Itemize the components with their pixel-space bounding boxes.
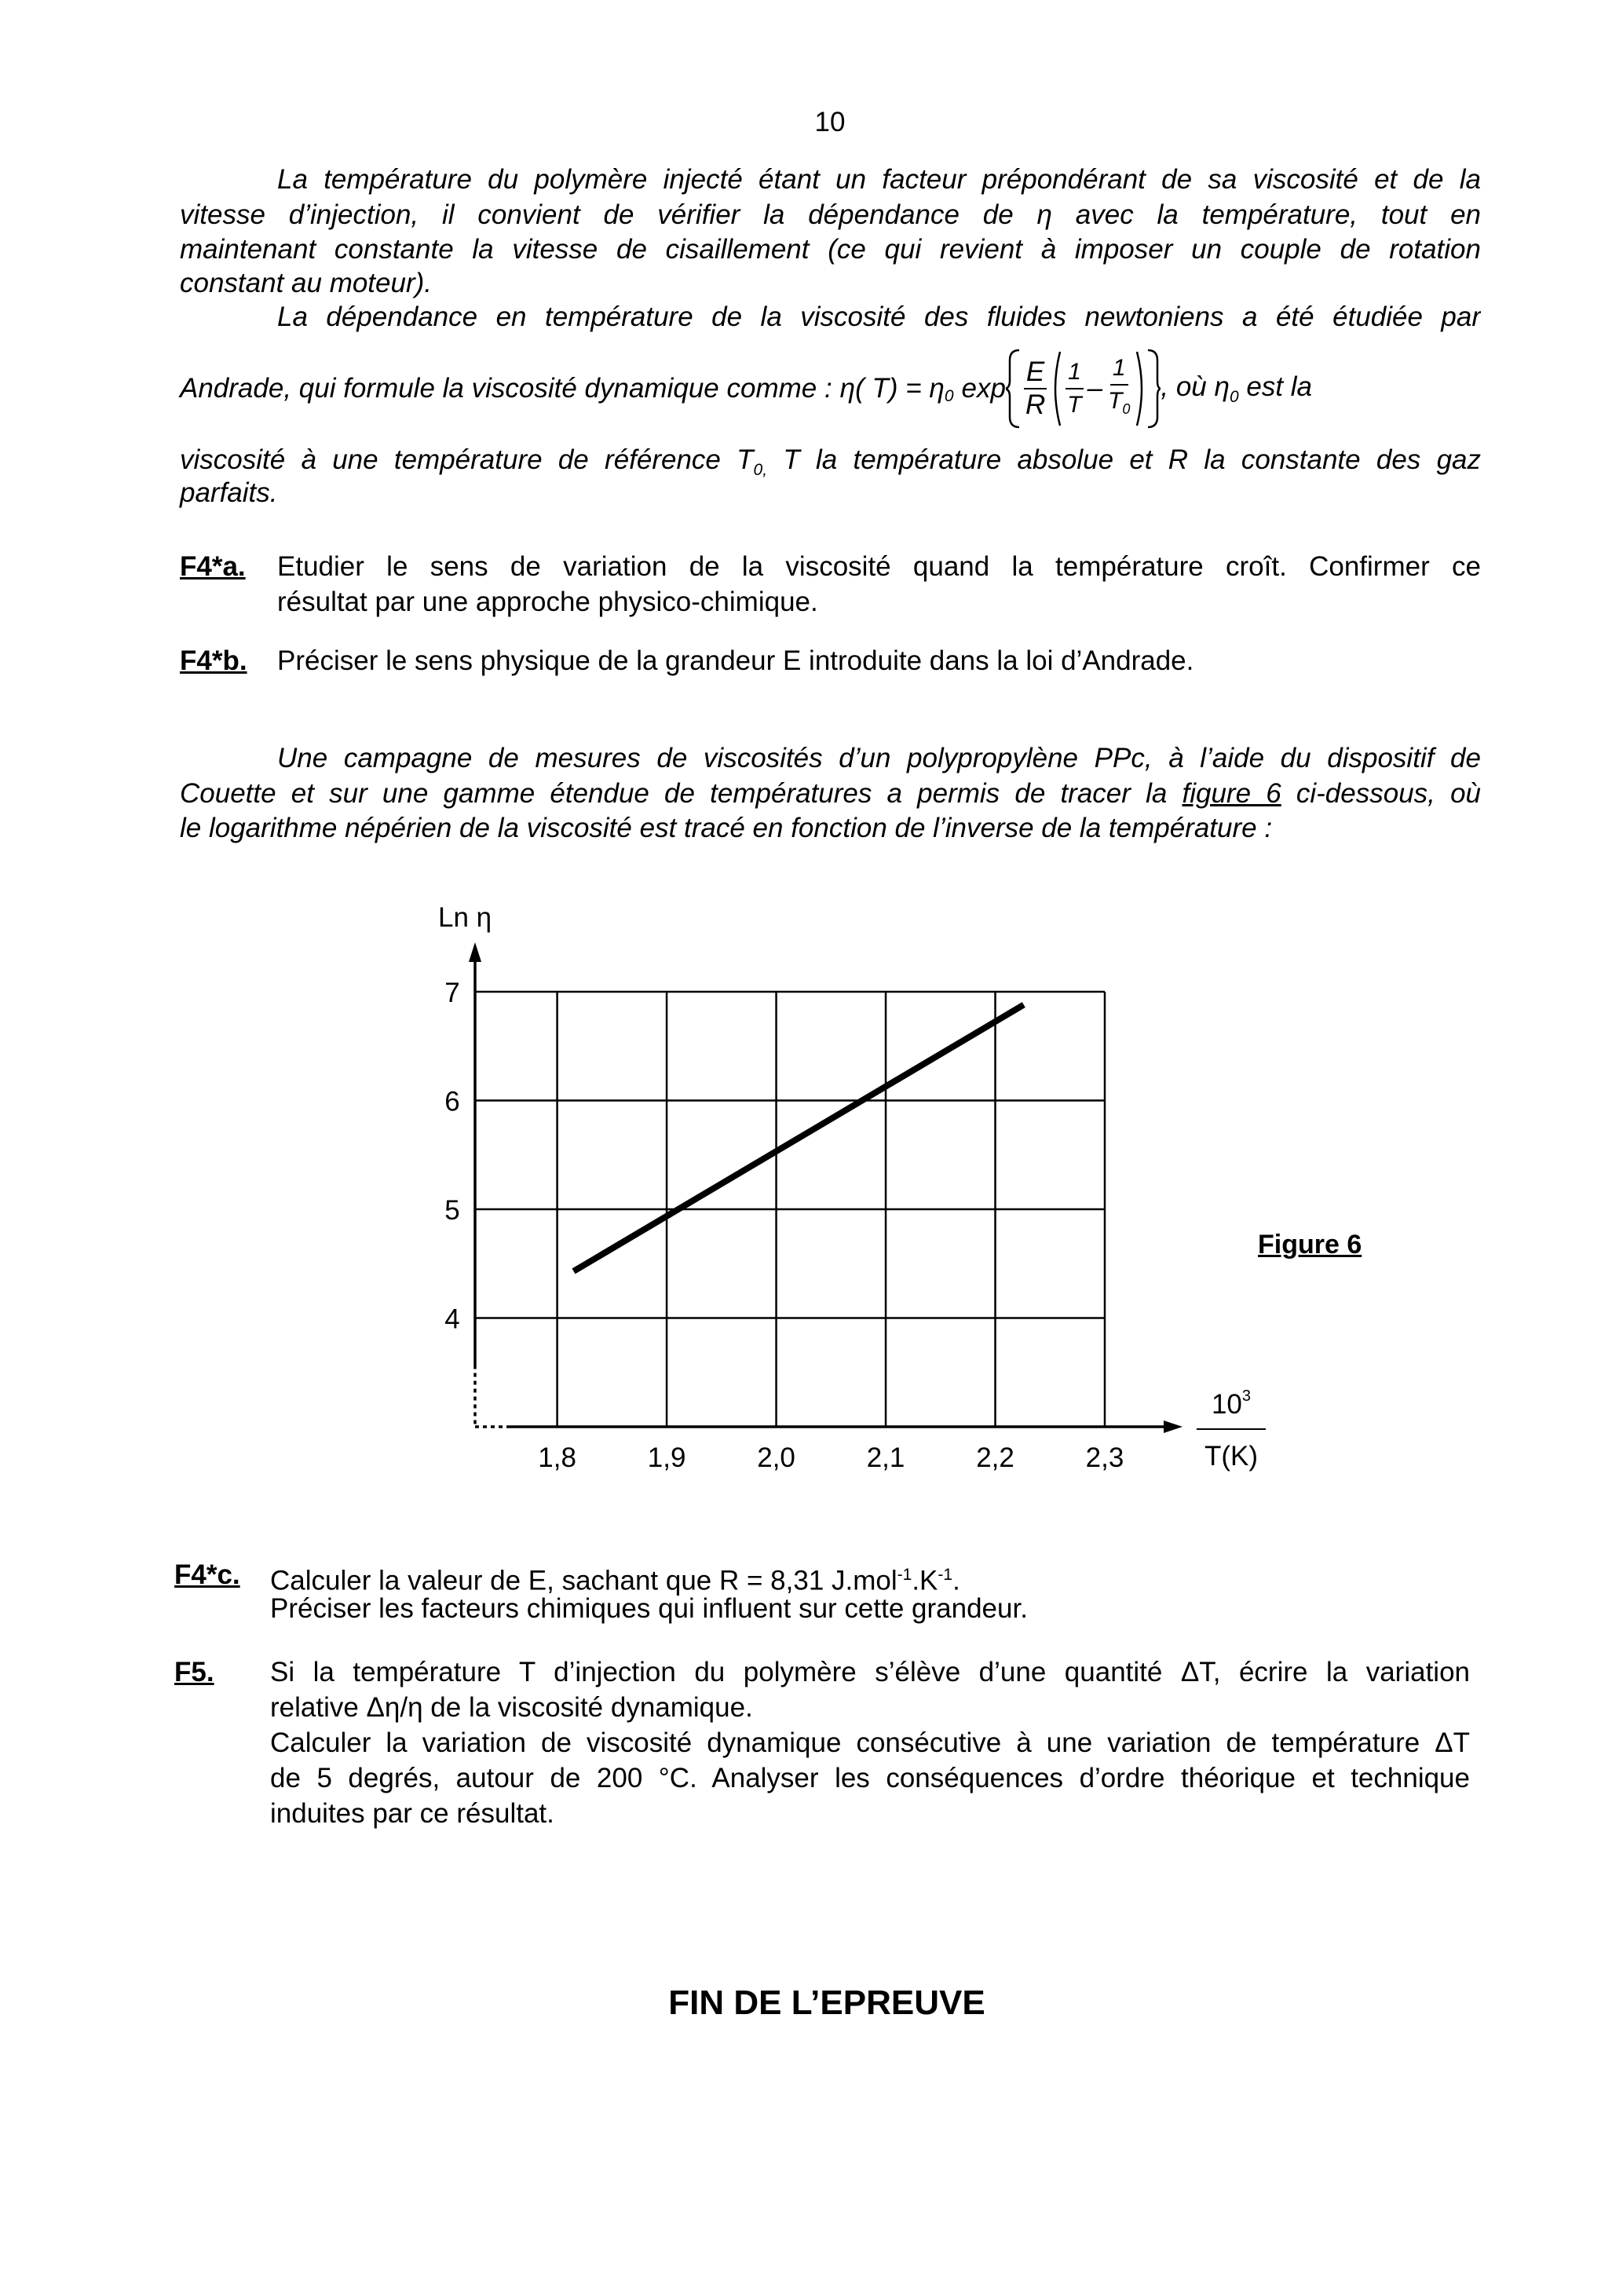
andrade-line: La dépendance en température de la viscosité des fluides newtoniens a été étudiée par xyxy=(277,302,1481,332)
question-label-f4b: F4*b. xyxy=(180,645,247,676)
page-number: 10 xyxy=(814,107,846,137)
data-line-ppc xyxy=(574,1005,1024,1271)
y-tick-label: 4 xyxy=(444,1303,460,1335)
formula-sub: 0 xyxy=(1122,401,1131,417)
formula-sub: 0 xyxy=(944,387,954,405)
question-label-f4a: F4*a. xyxy=(180,551,246,582)
formula-T: T xyxy=(1067,392,1082,418)
text: .K xyxy=(912,1565,938,1596)
question-text: induites par ce résultat. xyxy=(270,1798,554,1829)
text: est la xyxy=(1238,371,1313,402)
formula-E: E xyxy=(1024,356,1047,389)
text: viscosité à une température de référence T xyxy=(180,444,754,475)
question-label-f4c: F4*c. xyxy=(174,1559,240,1590)
superscript: -1 xyxy=(938,1566,953,1584)
y-axis-arrow-icon xyxy=(469,942,481,962)
text: T la température absolue et R la constante des gaz xyxy=(767,444,1481,475)
text: Calculer la valeur de E, sachant que R = 8,31 J.mol xyxy=(270,1565,897,1596)
x-tick-label: 1,8 xyxy=(538,1442,576,1473)
question-text: Si la température T d’injection du polymère s’élève d’une quantité ΔT, écrire la variation xyxy=(270,1657,1470,1687)
figure-reference: figure 6 xyxy=(1182,778,1281,809)
x-axis-label-denominator: T(K) xyxy=(1204,1441,1259,1472)
x-axis-label-exponent: 3 xyxy=(1241,1387,1252,1405)
intro-line: constant au moteur). xyxy=(180,268,432,298)
subscript: 0 xyxy=(1229,387,1239,406)
question-text: relative Δη/η de la viscosité dynamique. xyxy=(270,1692,753,1723)
x-tick-label: 2,2 xyxy=(976,1442,1014,1473)
text: ci-dessous, où xyxy=(1281,778,1481,809)
campaign-line: le logarithme népérien de la viscosité est tracé en fonction de l’inverse de la température : xyxy=(180,813,1273,843)
superscript: -1 xyxy=(897,1566,912,1584)
campaign-line: Une campagne de mesures de viscosités d’un polypropylène PPc, à l’aide du dispositif de xyxy=(277,743,1481,773)
x-tick-label: 2,1 xyxy=(866,1442,905,1473)
intro-line: La température du polymère injecté étant un facteur prépondérant de sa viscosité et de la xyxy=(277,164,1481,195)
andrade-line: parfaits. xyxy=(180,477,278,508)
y-tick-label: 6 xyxy=(444,1086,460,1117)
formula-one: 1 xyxy=(1066,356,1084,389)
question-text: Etudier le sens de variation de la viscosité quand la température croît. Confirmer ce xyxy=(277,551,1481,582)
y-tick-label: 5 xyxy=(444,1195,460,1226)
end-of-exam-title: FIN DE L’EPREUVE xyxy=(668,1983,985,2022)
subscript: 0, xyxy=(753,461,768,477)
text: Couette et sur une gamme étendue de températures a permis de tracer la xyxy=(180,778,1183,809)
question-label-f5: F5. xyxy=(174,1657,214,1687)
question-text: de 5 degrés, autour de 200 °C. Analyser les conséquences d’ordre théorique et technique xyxy=(270,1763,1470,1793)
x-axis-arrow-icon xyxy=(1164,1420,1183,1433)
formula-R: R xyxy=(1025,389,1046,420)
x-axis-label-numerator xyxy=(1212,1387,1251,1420)
question-text: Préciser les facteurs chimiques qui influent sur cette grandeur. xyxy=(270,1593,1028,1624)
intro-line: maintenant constante la vitesse de cisaillement (ce qui revient à imposer un couple de rotation xyxy=(180,234,1481,265)
formula-one: 1 xyxy=(1110,353,1128,386)
x-tick-label: 1,9 xyxy=(647,1442,686,1473)
question-text: Préciser le sens physique de la grandeur E introduite dans la loi d’Andrade. xyxy=(277,645,1194,676)
intro-line: vitesse d’injection, il convient de vérifier la dépendance de η avec la température, tout en xyxy=(180,199,1481,230)
question-text: Calculer la variation de viscosité dynamique consécutive à une variation de température ΔT xyxy=(270,1727,1470,1758)
text: . xyxy=(952,1565,960,1596)
y-axis-label: Ln η xyxy=(438,902,492,933)
question-text: résultat par une approche physico-chimique. xyxy=(277,587,818,617)
x-tick-label: 2,3 xyxy=(1085,1442,1124,1473)
y-tick-label: 7 xyxy=(444,978,460,1008)
text: , où η xyxy=(1161,371,1230,402)
question-text xyxy=(270,1558,960,1596)
formula-minus: – xyxy=(1087,373,1103,404)
andrade-line: Andrade, qui formule la viscosité dynamique comme : xyxy=(180,373,832,404)
formula-exp: exp xyxy=(961,373,1006,404)
x-tick-label: 2,0 xyxy=(757,1442,795,1473)
figure-label: Figure 6 xyxy=(1258,1230,1362,1260)
formula-T0: T xyxy=(1108,388,1123,414)
x-axis-label-base: 10 xyxy=(1211,1389,1242,1420)
formula-lhs: η( T) = η xyxy=(839,373,945,404)
